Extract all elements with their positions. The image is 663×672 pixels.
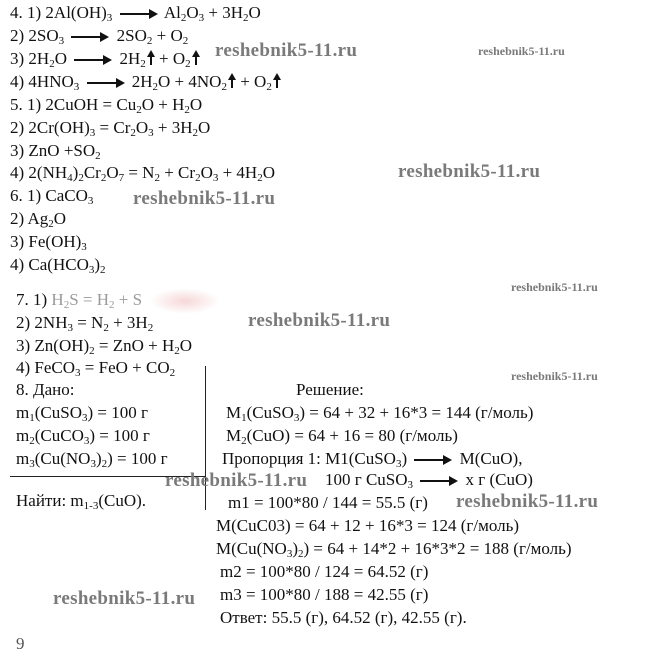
answer-line: Ответ: 55.5 (г), 64.52 (г), 42.55 (г). xyxy=(220,608,467,627)
text: Пропорция 1: M1(CuSO$_3$) xyxy=(222,449,408,470)
text: + $O_2$ xyxy=(159,49,191,70)
reaction-arrow-icon xyxy=(87,78,125,88)
task7-line2: 2) $2NH_3 = N_2 + 3H_2$ xyxy=(16,313,154,334)
text: $2SO_2 + O_2$ xyxy=(116,26,189,47)
solution-line-m-cuco3: M(CuC03) = 64 + 12 + 16*3 = 124 (г/моль) xyxy=(216,516,520,535)
task5-line4: 4) $2(NH_4)_2Cr_2O_7 = N_2 + Cr_2O_3 + 4H_2O$ xyxy=(10,163,275,184)
solution-line-m-cuno32: $M(Cu(NO_3)_2) = 64 + 14*2 + 16*3*2 = 188$ (г/моль) xyxy=(216,539,572,560)
reaction-arrow-icon xyxy=(120,9,158,19)
text: 4) $4HNO_3$ xyxy=(10,72,80,93)
gas-arrow-up-icon xyxy=(273,73,281,88)
task5-line3: 3) ZnO $+SO_2$ xyxy=(10,141,101,162)
text: 100 г CuSO$_3$ xyxy=(325,470,414,491)
watermark: reshebnik5-11.ru xyxy=(53,588,196,609)
find-line: Найти: $m_{1-3}(CuO)$. xyxy=(16,491,147,512)
task6-line1: 6. 1) CaCO$_3$ xyxy=(10,186,94,207)
solution-line-m3: m3 = 100*80 / 188 = 42.55 (г) xyxy=(220,585,429,604)
solution-line-m1: m1 = 100*80 / 144 = 55.5 (г) xyxy=(228,493,428,512)
gas-arrow-up-icon xyxy=(228,73,236,88)
text: 2) $2SO_3$ xyxy=(10,26,65,47)
faded-text: $H_2S = H_2 + S$ xyxy=(51,290,143,311)
solution-line-m2: m2 = 100*80 / 124 = 64.52 (г) xyxy=(220,562,429,581)
task4-line1 xyxy=(10,3,261,23)
solution-line-proportion-values xyxy=(325,470,533,490)
watermark: reshebnik5-11.ru xyxy=(398,161,541,182)
task4-line2 xyxy=(10,26,188,46)
text: M(CuO), xyxy=(459,449,523,468)
task4-line4 xyxy=(10,72,281,92)
task5-line1: 5. 1) 2CuOH = $Cu_2O + H_2O$ xyxy=(10,95,203,116)
solution-line-m1-molar: $M_1(CuSO_3) = 64 + 32 + 16*3 = 144$ (г/моль) xyxy=(226,403,534,424)
gas-arrow-up-icon xyxy=(147,50,155,65)
text: 4. 1) $2Al(OH)_3$ xyxy=(10,3,113,24)
watermark: reshebnik5-11.ru xyxy=(248,310,391,331)
task6-line3: 3) $Fe(OH)_3$ xyxy=(10,232,87,253)
gas-arrow-up-icon xyxy=(192,50,200,65)
text: $2H_2O + 4NO_2$ xyxy=(131,72,227,93)
text: 3) $2H_2O$ xyxy=(10,49,67,70)
watermark: reshebnik5-11.ru xyxy=(133,188,276,209)
given-m2: $m_2(CuCO_3) = 100$ г xyxy=(16,426,150,447)
proportion-arrow-icon xyxy=(414,455,452,465)
proportion-arrow-icon xyxy=(420,476,458,486)
task6-line2: 2) $Ag_2O$ xyxy=(10,209,67,230)
task5-line2: 2) $2Cr(OH)_3 = Cr_2O_3 + 3H_2O$ xyxy=(10,118,211,139)
text: х г (CuO) xyxy=(465,470,533,489)
given-m1: $m_1(CuSO_3) = 100$ г xyxy=(16,403,148,424)
given-label: 8. Дано: xyxy=(16,380,75,399)
watermark: reshebnik5-11.ru xyxy=(511,369,598,383)
next-task-number: 9 xyxy=(16,634,25,653)
solution-line-m2-molar: $M_2(CuO) = 64 + 16 = 80$ (г/моль) xyxy=(226,426,458,447)
task6-line4: 4) $Ca(HCO_3)_2$ xyxy=(10,255,106,276)
reaction-arrow-icon xyxy=(71,32,109,42)
photo-smudge xyxy=(150,288,220,314)
text: $2H_2$ xyxy=(119,49,146,70)
solution-line-proportion xyxy=(222,449,522,469)
given-m3: $m_3(Cu(NO_3)_2) = 100$ г xyxy=(16,449,168,470)
reaction-arrow-icon xyxy=(74,55,112,65)
watermark: reshebnik5-11.ru xyxy=(456,491,599,512)
solution-label: Решение: xyxy=(296,380,364,399)
task4-line3 xyxy=(10,49,200,69)
text: + $O_2$ xyxy=(240,72,272,93)
text: $Al_2O_3 + 3H_2O$ xyxy=(163,3,261,24)
watermark: reshebnik5-11.ru xyxy=(478,44,565,58)
watermark: reshebnik5-11.ru xyxy=(511,280,598,294)
task7-line1: 7. 1) $H_2S = H_2 + S$ xyxy=(16,290,143,311)
watermark: reshebnik5-11.ru xyxy=(165,470,308,491)
task7-line4: 4) FeCO$_3$ = FeO + $CO_2$ xyxy=(16,358,176,379)
task7-line3: 3) $Zn(OH)_2$ = ZnO + $H_2O$ xyxy=(16,336,193,357)
watermark: reshebnik5-11.ru xyxy=(215,40,358,61)
